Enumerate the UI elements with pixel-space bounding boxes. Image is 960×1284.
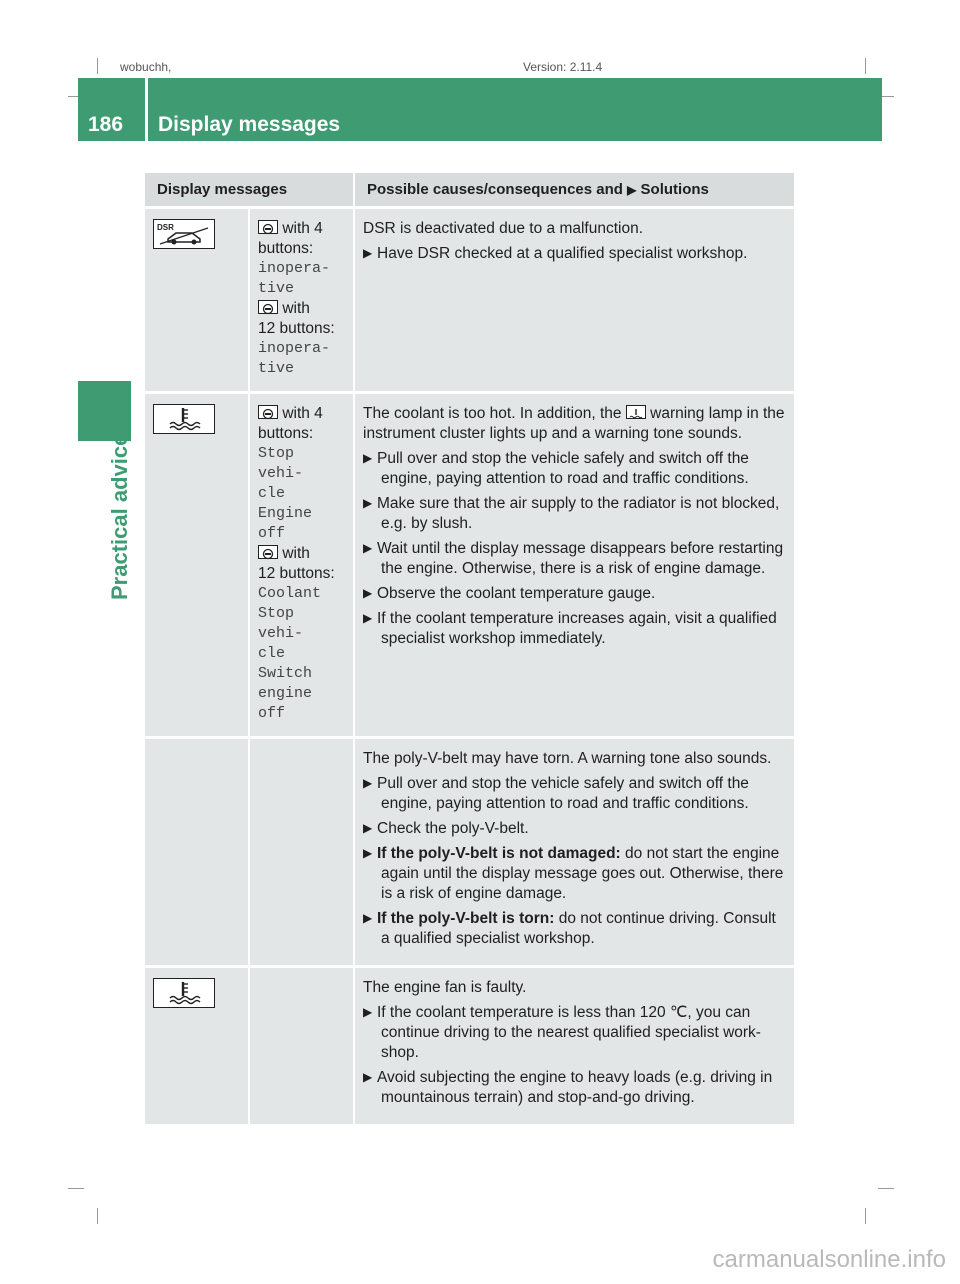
coolant-temperature-icon (153, 404, 215, 434)
solution-step (363, 1067, 788, 1108)
page-number: 186 (88, 113, 124, 136)
section-tab (78, 381, 131, 441)
step-text: If the coolant temperature is less than 120 ℃, you can continue driving to the nearest qualified specialist work- shop. (377, 1004, 761, 1061)
header-divider (145, 78, 148, 141)
message-prefix: with 4 buttons: (258, 220, 323, 257)
table-row (145, 391, 794, 736)
message-text: inopera- tive (258, 260, 331, 297)
solution-step (363, 843, 788, 904)
table-row (145, 736, 794, 965)
solution-step (363, 448, 788, 489)
steering-wheel-icon (258, 220, 278, 234)
page-title: Display messages (158, 113, 341, 136)
steering-wheel-icon (258, 545, 278, 559)
table-row (145, 206, 794, 391)
step-text: do not continue driving. Consult a qualified specialist workshop. (381, 910, 776, 947)
table-row (145, 965, 794, 1124)
message-text: Stop vehi- cle Engine off (258, 445, 313, 542)
solution-step (363, 243, 788, 264)
cause-text-start: The coolant is too hot. In addition, the (363, 405, 622, 422)
crop-mark (97, 58, 98, 74)
step-text: Make sure that the air supply to the radiator is not blocked, e.g. by slush. (377, 495, 780, 532)
solution-step (363, 583, 788, 604)
step-condition: If the poly-V-belt is torn: (377, 910, 555, 927)
message-variant-4-buttons (258, 219, 347, 299)
solution-cell (355, 391, 794, 736)
solution-step (363, 608, 788, 649)
message-text: Coolant Stop vehi- cle Switch engine off (258, 585, 322, 722)
crop-mark (865, 58, 866, 74)
column-header-display-messages: Display messages (145, 173, 355, 206)
solution-cell (355, 736, 794, 965)
step-arrow-icon: ▶ (363, 586, 373, 600)
step-arrow-icon: ▶ (363, 541, 373, 555)
step-arrow-icon: ▶ (363, 821, 373, 835)
crop-mark (878, 1188, 894, 1189)
step-arrow-icon: ▶ (363, 451, 373, 465)
solution-step (363, 1002, 788, 1063)
cause-text-end: warning lamp in the instrument cluster lights up and a warning tone sounds. (363, 405, 785, 442)
message-text: inopera- tive (258, 340, 331, 377)
display-icon-cell (145, 736, 250, 965)
section-label-text: Practical advice (107, 433, 132, 600)
step-text: Avoid subjecting the engine to heavy loads (e.g. driving in mountainous terrain) and stop-and-go driving. (377, 1069, 773, 1106)
coolant-warning-lamp-icon (626, 405, 646, 419)
step-arrow-icon: ▶ (363, 776, 373, 790)
step-text: Pull over and stop the vehicle safely and switch off the engine, paying attention to road and traffic conditions. (377, 450, 749, 487)
message-variant-12-buttons (258, 299, 347, 379)
step-text: do not start the engine again until the display message goes out. Otherwise, there is a risk of engine damage. (381, 845, 784, 902)
solution-step (363, 773, 788, 814)
display-icon-cell (145, 965, 250, 1124)
step-text: Check the poly-V-belt. (377, 820, 529, 837)
crop-mark (97, 1208, 98, 1224)
step-text: Pull over and stop the vehicle safely and switch off the engine, paying attention to road and traffic conditions. (377, 775, 749, 812)
step-arrow-icon: ▶ (363, 611, 373, 625)
dsr-warning-icon (153, 219, 215, 249)
display-message-cell (250, 206, 355, 391)
message-variant-12-buttons (258, 544, 347, 724)
display-message-cell (250, 391, 355, 736)
column-header-causes-label: Possible causes/consequences and (367, 180, 623, 198)
print-info-left: wobuchh, (120, 60, 172, 74)
step-arrow-icon: ▶ (363, 246, 373, 260)
step-arrow-icon: ▶ (363, 911, 373, 925)
cause-text: The engine fan is faulty. (363, 979, 527, 996)
display-icon-cell (145, 206, 250, 391)
step-arrow-icon: ▶ (363, 1070, 373, 1084)
column-header-causes (355, 173, 794, 206)
solution-step (363, 908, 788, 949)
step-text: Observe the coolant temperature gauge. (377, 585, 656, 602)
step-condition: If the poly-V-belt is not damaged: (377, 845, 621, 862)
solution-step (363, 538, 788, 579)
table-header-row (145, 173, 794, 206)
step-arrow-icon: ▶ (363, 846, 373, 860)
message-prefix: with 12 buttons: (258, 300, 335, 337)
step-text: If the coolant temperature increases again, visit a qualified specialist workshop immediately. (377, 610, 777, 647)
step-text: Have DSR checked at a qualified specialist workshop. (377, 245, 748, 262)
arrow-icon: ▶ (627, 182, 637, 197)
message-prefix: with 12 buttons: (258, 545, 335, 582)
message-prefix: with 4 buttons: (258, 405, 323, 442)
svg-text:DSR: DSR (157, 223, 174, 232)
steering-wheel-icon (258, 300, 278, 314)
display-message-cell (250, 736, 355, 965)
column-header-solutions-label: Solutions (640, 180, 709, 198)
solution-step (363, 493, 788, 534)
crop-mark (68, 1188, 84, 1189)
step-arrow-icon: ▶ (363, 496, 373, 510)
crop-mark (865, 1208, 866, 1224)
solution-step (363, 818, 788, 839)
coolant-temperature-icon (153, 978, 215, 1008)
cause-text (363, 404, 788, 444)
display-icon-cell (145, 391, 250, 736)
message-variant-4-buttons (258, 404, 347, 544)
solution-cell (355, 206, 794, 391)
steering-wheel-icon (258, 405, 278, 419)
step-arrow-icon: ▶ (363, 1005, 373, 1019)
watermark: carmanualsonline.info (712, 1246, 946, 1273)
print-info-right: Version: 2.11.4 (523, 60, 603, 74)
cause-text: DSR is deactivated due to a malfunction. (363, 220, 644, 237)
cause-text: The poly-V-belt may have torn. A warning tone also sounds. (363, 750, 772, 767)
display-messages-table (145, 173, 794, 1124)
step-text: Wait until the display message disappears before restarting the engine. Otherwise, there is a risk of engine damage. (377, 540, 784, 577)
display-message-cell (250, 965, 355, 1124)
page-header (78, 78, 882, 141)
solution-cell (355, 965, 794, 1124)
